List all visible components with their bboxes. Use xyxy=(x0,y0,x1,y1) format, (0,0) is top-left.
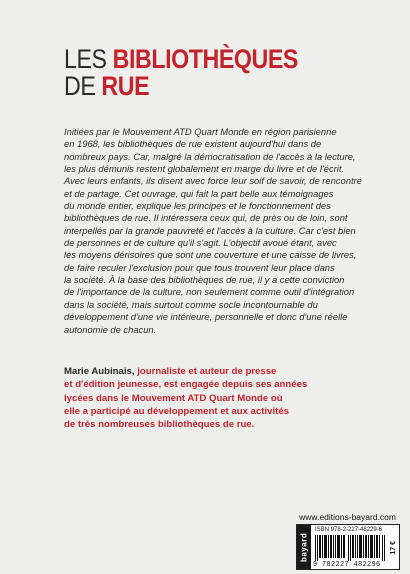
barcode-digits: 9 782227 482296 xyxy=(313,561,381,569)
description-line: interpellés par la grande pauvreté et l'accès à la culture. Car c'est bien xyxy=(64,224,356,236)
bayard-logo: bayard xyxy=(297,525,311,569)
author-bio-line: de très nombreuses bibliothèques de rue. xyxy=(64,419,255,431)
author-bio-line: lycées dans le Mouvement ATD Quart Monde où xyxy=(64,392,283,404)
book-title xyxy=(64,46,298,100)
description-line: et de partage. Cet ouvrage, qui fait la part belle aux témoignages xyxy=(64,187,334,199)
description-line: de l'importance de la culture, non seulement comme outil d'intégration xyxy=(64,286,355,298)
description-line: Initiées par le Mouvement ATD Quart Monde en région parisienne xyxy=(64,126,337,137)
author-name: Marie Aubinais, xyxy=(64,366,138,377)
price-label: 17 € xyxy=(390,541,397,555)
description-line: en 1968, les bibliothèques de rue existent aujourd'hui dans de xyxy=(64,138,322,150)
title-de: DE xyxy=(64,71,102,101)
author-bio-line xyxy=(64,365,364,378)
description-line: Avec leurs enfants, ils disent avec force leur soif de savoir, de rencontre xyxy=(64,175,362,187)
title-rue: RUE xyxy=(101,71,150,101)
description-line: dans la société, mais surtout comme socle incontournable du xyxy=(64,298,318,310)
description-line: développement d'une vie intérieure, personnelle et donc d'une réelle xyxy=(64,311,348,323)
description-line: nombreux pays. Car, malgré la démocratisation de l'accès à la lecture, xyxy=(64,150,356,162)
publisher-website: www.editions-bayard.com xyxy=(299,512,396,522)
barcode-box xyxy=(296,524,400,570)
description-line: autonomie de chacun. xyxy=(64,323,157,335)
author-bio xyxy=(64,365,364,431)
author-bio-line: elle a participé au développement et aux activités xyxy=(64,405,290,417)
author-role: journaliste et auteur de presse xyxy=(137,366,277,377)
description-line: les moyens dérisoires que sont une couverture et une caisse de livres, xyxy=(64,249,357,261)
description-line: les plus démunis restent globalement en marge du livre et de l'écrit. xyxy=(64,163,345,175)
description-line: du monde entier, explique les principes et le fonctionnement des xyxy=(64,200,331,212)
barcode-icon xyxy=(315,535,387,561)
title-les: LES xyxy=(64,44,113,74)
description-line: la société. À la base des bibliothèques de rue, il y a cette conviction xyxy=(64,274,345,286)
title-bibliotheques: BIBLIOTHÈQUES xyxy=(112,44,298,74)
description-line: de personnes et de culture qu'il s'agit. L'objectif avoué étant, avec xyxy=(64,237,337,249)
description-line: de faire reculer l'exclusion pour que tous trouvent leur place dans xyxy=(64,261,335,273)
title-line-1 xyxy=(64,46,298,73)
description-line: bibliothèques de rue. Il intéressera ceux qui, de près ou de loin, sont xyxy=(64,212,348,224)
author-bio-line: et d'édition jeunesse, est engagée depuis ses années xyxy=(64,379,308,391)
isbn-label: ISBN 978-2-227-48229-6 xyxy=(315,527,383,533)
title-line-2 xyxy=(64,73,298,100)
book-description xyxy=(64,126,360,336)
